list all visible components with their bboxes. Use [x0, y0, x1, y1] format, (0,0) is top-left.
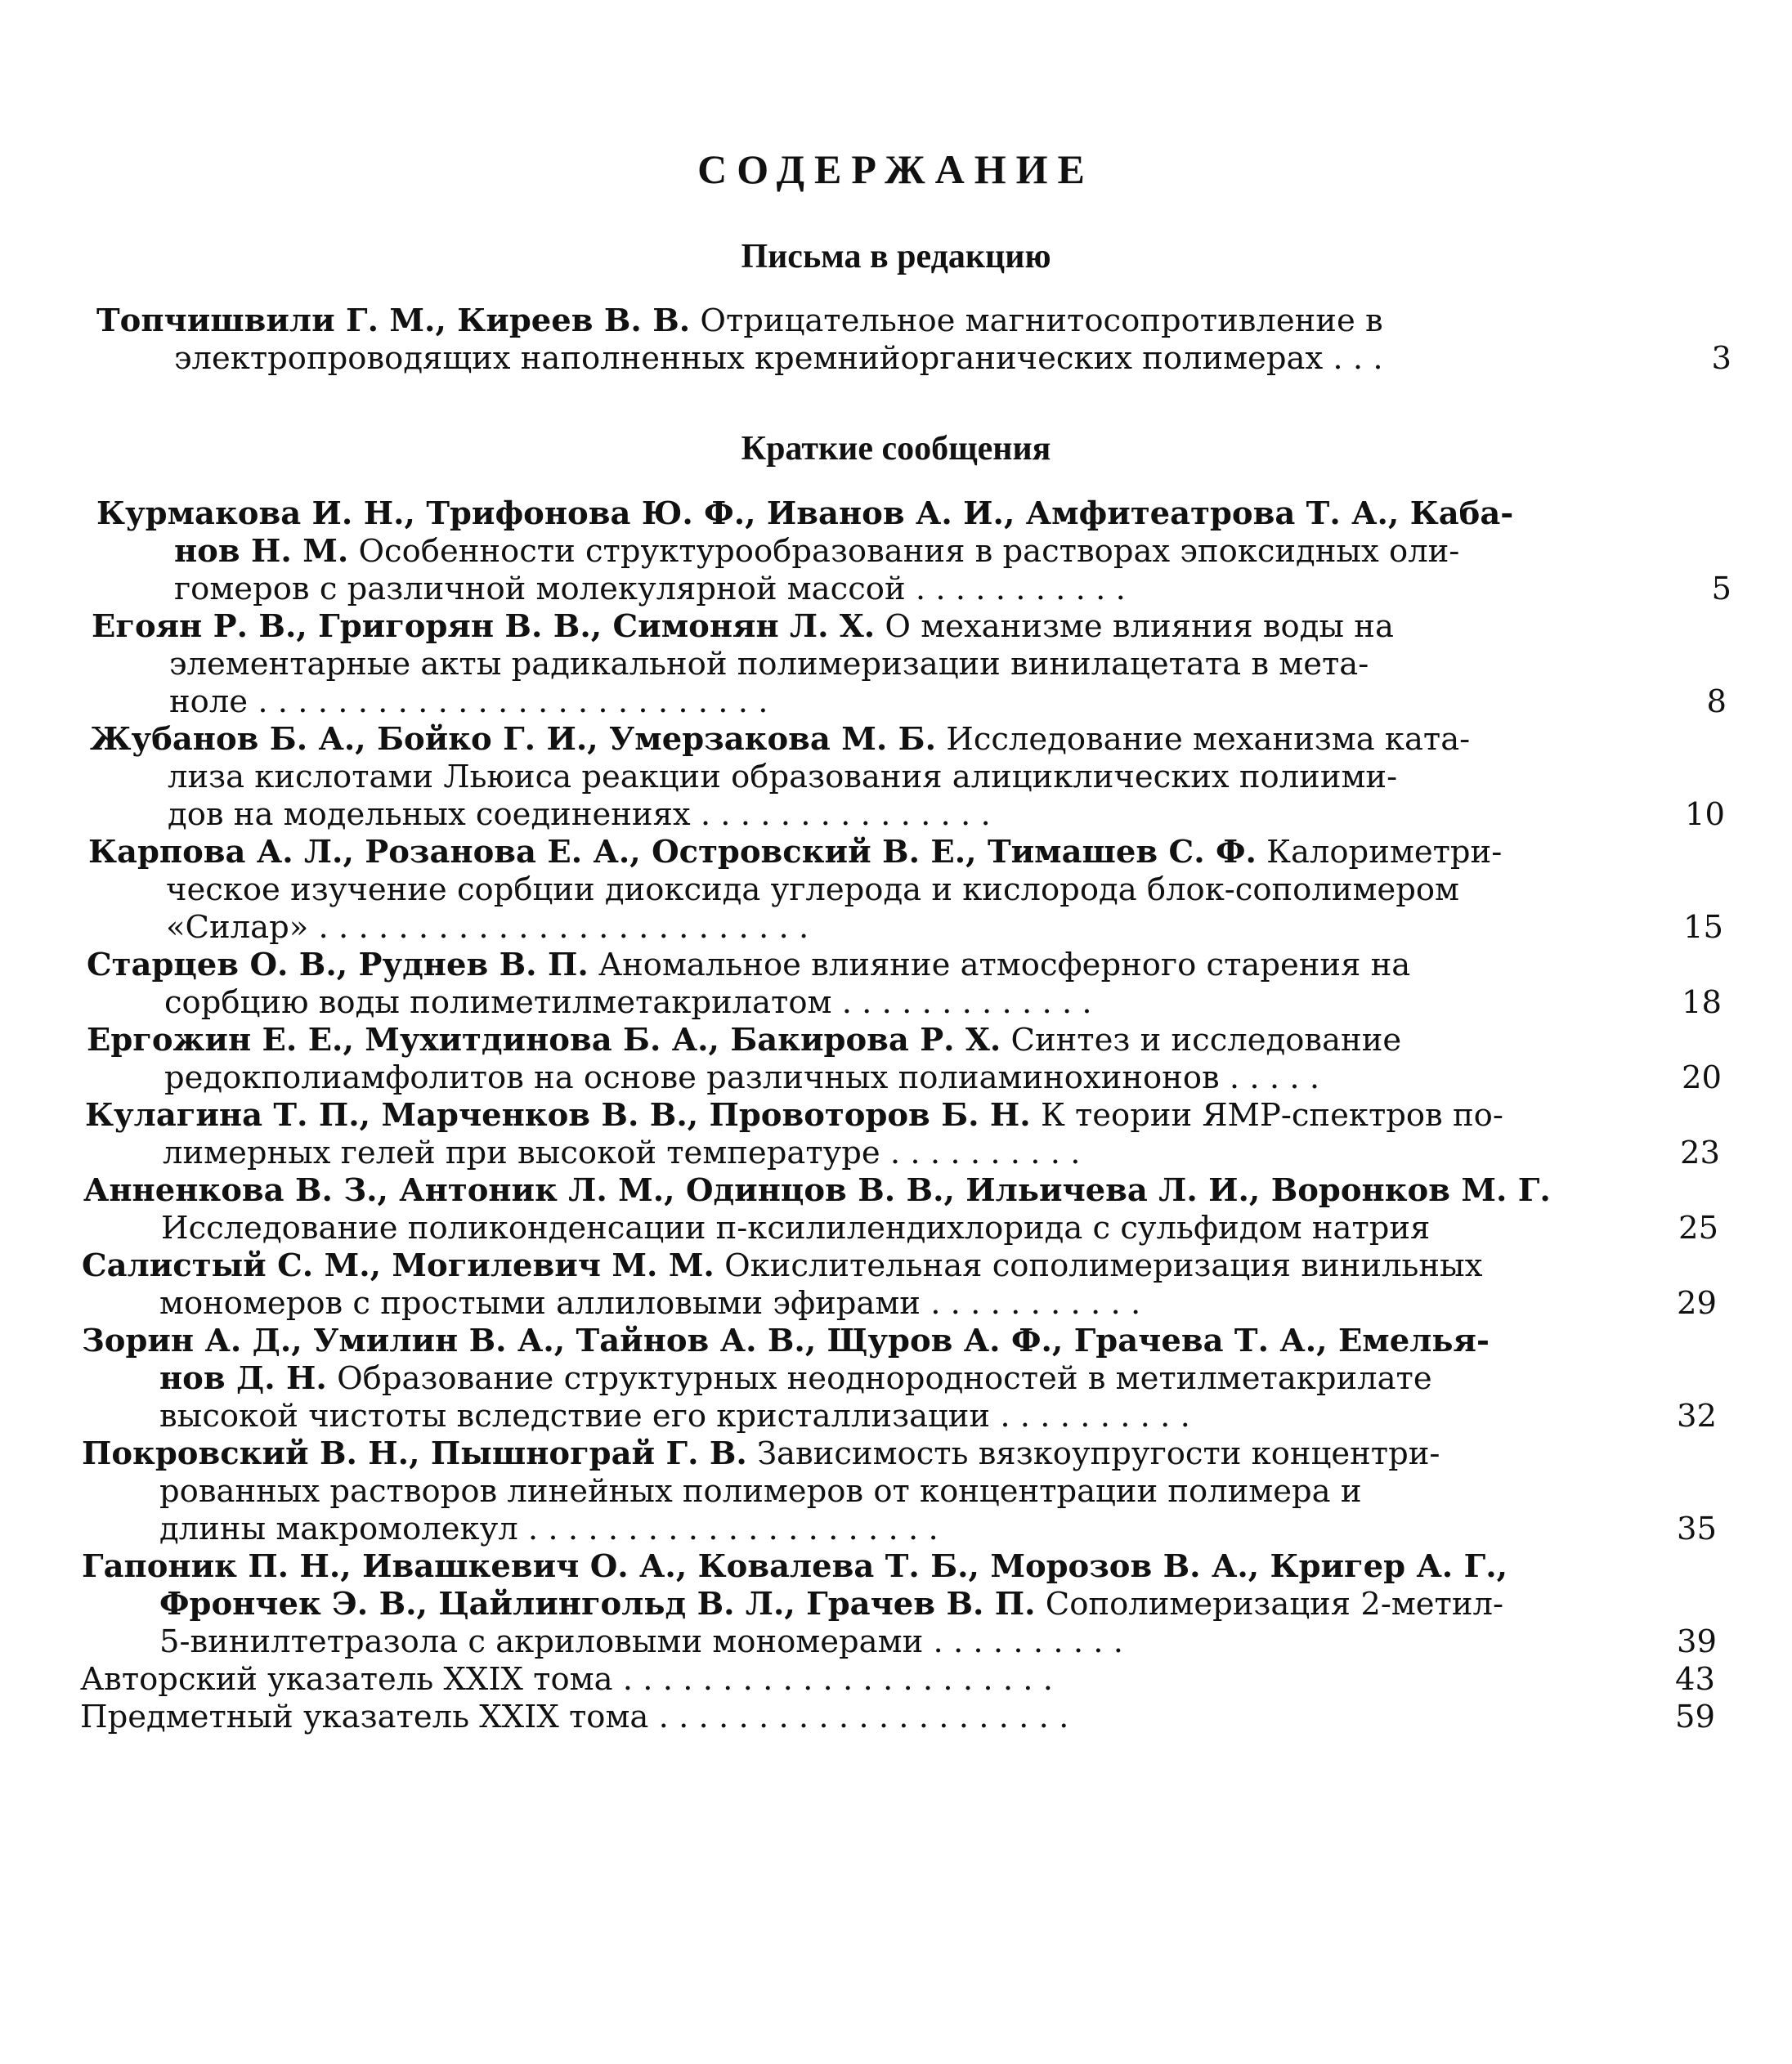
entry-title-line: рованных растворов линейных полимеров от концентрации полимера и [159, 1473, 1362, 1510]
entry-title-line: высокой чистоты вследствие его кристаллизации . . . . . . . . . . [159, 1398, 1190, 1435]
entry-title-line: Отрицательное магнитосопротивление в [690, 302, 1383, 339]
entry-title-line: мономеров с простыми аллиловыми эфирами . . . . . . . . . . . [159, 1285, 1141, 1322]
entry-authors: Анненкова В. З., Антоник Л. М., Одинцов В. В., Ильичева Л. И., Воронков М. Г. [83, 1172, 1551, 1209]
index-page-number: 43 [1675, 1661, 1715, 1698]
entry-title-line: «Силар» . . . . . . . . . . . . . . . . . . . . . . . . . [166, 909, 809, 946]
entry-title-line: Окислительная сополимеризация винильных [714, 1247, 1483, 1284]
page-title: СОДЕРЖАНИЕ [697, 146, 1095, 192]
entry-authors: Старцев О. В., Руднев В. П. [87, 947, 589, 983]
index-label: Авторский указатель XXIX тома . . . . . . . . . . . . . . . . . . . . . . [80, 1661, 1054, 1698]
entry-authors: Салистый С. М., Могилевич М. М. [82, 1247, 715, 1284]
section-heading-short-reports: Краткие сообщения [741, 430, 1051, 468]
entry-title-line: К теории ЯМР-спектров по- [1030, 1097, 1503, 1134]
entry-title-line: Образование структурных неоднородностей в метилметакрилате [326, 1360, 1432, 1397]
entry-title-line: Зависимость вязкоупругости концентри- [746, 1435, 1440, 1472]
entry-title-line: 5-винилтетразола с акриловыми мономерами . . . . . . . . . . [159, 1623, 1124, 1660]
entry-page-number: 39 [1677, 1623, 1717, 1660]
entry-authors: Зорин А. Д., Умилин В. А., Тайнов А. В., Щуров А. Ф., Грачева Т. А., Емелья- [82, 1323, 1490, 1359]
index-label: Предметный указатель XXIX тома . . . . . . . . . . . . . . . . . . . . . [80, 1699, 1069, 1735]
entry-title-line: лиза кислотами Льюиса реакции образования алициклических полиими- [168, 759, 1398, 795]
entry-page-number: 15 [1683, 909, 1723, 946]
entry-title-line: Исследование механизма ката- [936, 721, 1471, 758]
entry-title-line: дов на модельных соединениях . . . . . . . . . . . . . . . [168, 796, 991, 833]
entry-authors: Гапоник П. Н., Ивашкевич О. А., Ковалева Т. Б., Морозов В. А., Кригер А. Г., [82, 1548, 1508, 1585]
entry-title-line: длины макромолекул . . . . . . . . . . . . . . . . . . . . . [159, 1511, 939, 1547]
entry-authors: Жубанов Б. А., Бойко Г. И., Умерзакова М. Б. [90, 721, 936, 758]
entry-authors: Карпова А. Л., Розанова Е. А., Островский В. Е., Тимашев С. Ф. [88, 834, 1257, 871]
entry-page-number: 20 [1682, 1059, 1722, 1096]
entry-title-line: Сополимеризация 2-метил- [1035, 1586, 1503, 1623]
entry-title-line: Калориметри- [1256, 834, 1503, 871]
entry-page-number: 35 [1677, 1511, 1717, 1547]
entry-authors: Топчишвили Г. М., Киреев В. В. [96, 302, 691, 339]
entry-title-line: элементарные акты радикальной полимеризации винилацетата в мета- [169, 646, 1369, 683]
entry-title-line: редокполиамфолитов на основе различных полиаминохинонов . . . . . [164, 1059, 1320, 1096]
entry-page-number: 25 [1678, 1210, 1718, 1247]
entry-title-line: электропроводящих наполненных кремнийорганических полимерах . . . [174, 340, 1383, 377]
entry-title-line: гомеров с различной молекулярной массой . . . . . . . . . . . [174, 571, 1126, 607]
entry-title-line: О механизме влияния воды на [875, 608, 1394, 645]
entry-title-line: Аномальное влияние атмосферного старения на [588, 947, 1411, 983]
entry-authors: Курмакова И. Н., Трифонова Ю. Ф., Иванов А. И., Амфитеатрова Т. А., Каба- [96, 495, 1514, 532]
entry-authors: Кулагина Т. П., Марченков В. В., Провоторов Б. Н. [85, 1097, 1031, 1134]
entry-title-line: ноле . . . . . . . . . . . . . . . . . . . . . . . . . . [169, 683, 768, 720]
entry-authors: нов Н. М. [174, 533, 349, 570]
entry-page-number: 5 [1711, 571, 1732, 607]
entry-authors: Ергожин Е. Е., Мухитдинова Б. А., Бакирова Р. Х. [87, 1022, 1001, 1059]
entry-title-line: сорбцию воды полиметилметакрилатом . . . . . . . . . . . . . [164, 984, 1092, 1021]
entry-page-number: 23 [1680, 1135, 1720, 1171]
entry-title-line: Особенности структурообразования в растворах эпоксидных оли- [348, 533, 1460, 570]
entry-authors: Покровский В. Н., Пышнограй Г. В. [82, 1435, 747, 1472]
entry-authors: Фрончек Э. В., Цайлингольд В. Л., Грачев В. П. [159, 1586, 1036, 1623]
entry-page-number: 8 [1706, 683, 1727, 720]
entry-authors: нов Д. Н. [159, 1360, 327, 1397]
entry-title-line: Исследование поликонденсации п-ксилилендихлорида с сульфидом натрия [161, 1210, 1431, 1247]
entry-page-number: 29 [1677, 1285, 1717, 1322]
entry-page-number: 18 [1682, 984, 1722, 1021]
entry-page-number: 10 [1685, 796, 1725, 833]
entry-authors: Егоян Р. В., Григорян В. В., Симонян Л. Х. [92, 608, 876, 645]
entry-page-number: 32 [1677, 1398, 1717, 1435]
section-heading-letters: Письма в редакцию [741, 238, 1051, 275]
entry-title-line: ческое изучение сорбции диоксида углерода и кислорода блок-сополимером [166, 871, 1459, 908]
entry-page-number: 3 [1711, 340, 1732, 377]
index-page-number: 59 [1675, 1699, 1715, 1735]
entry-title-line: лимерных гелей при высокой температуре . . . . . . . . . . [163, 1135, 1081, 1171]
entry-title-line: Синтез и исследование [1001, 1022, 1402, 1059]
